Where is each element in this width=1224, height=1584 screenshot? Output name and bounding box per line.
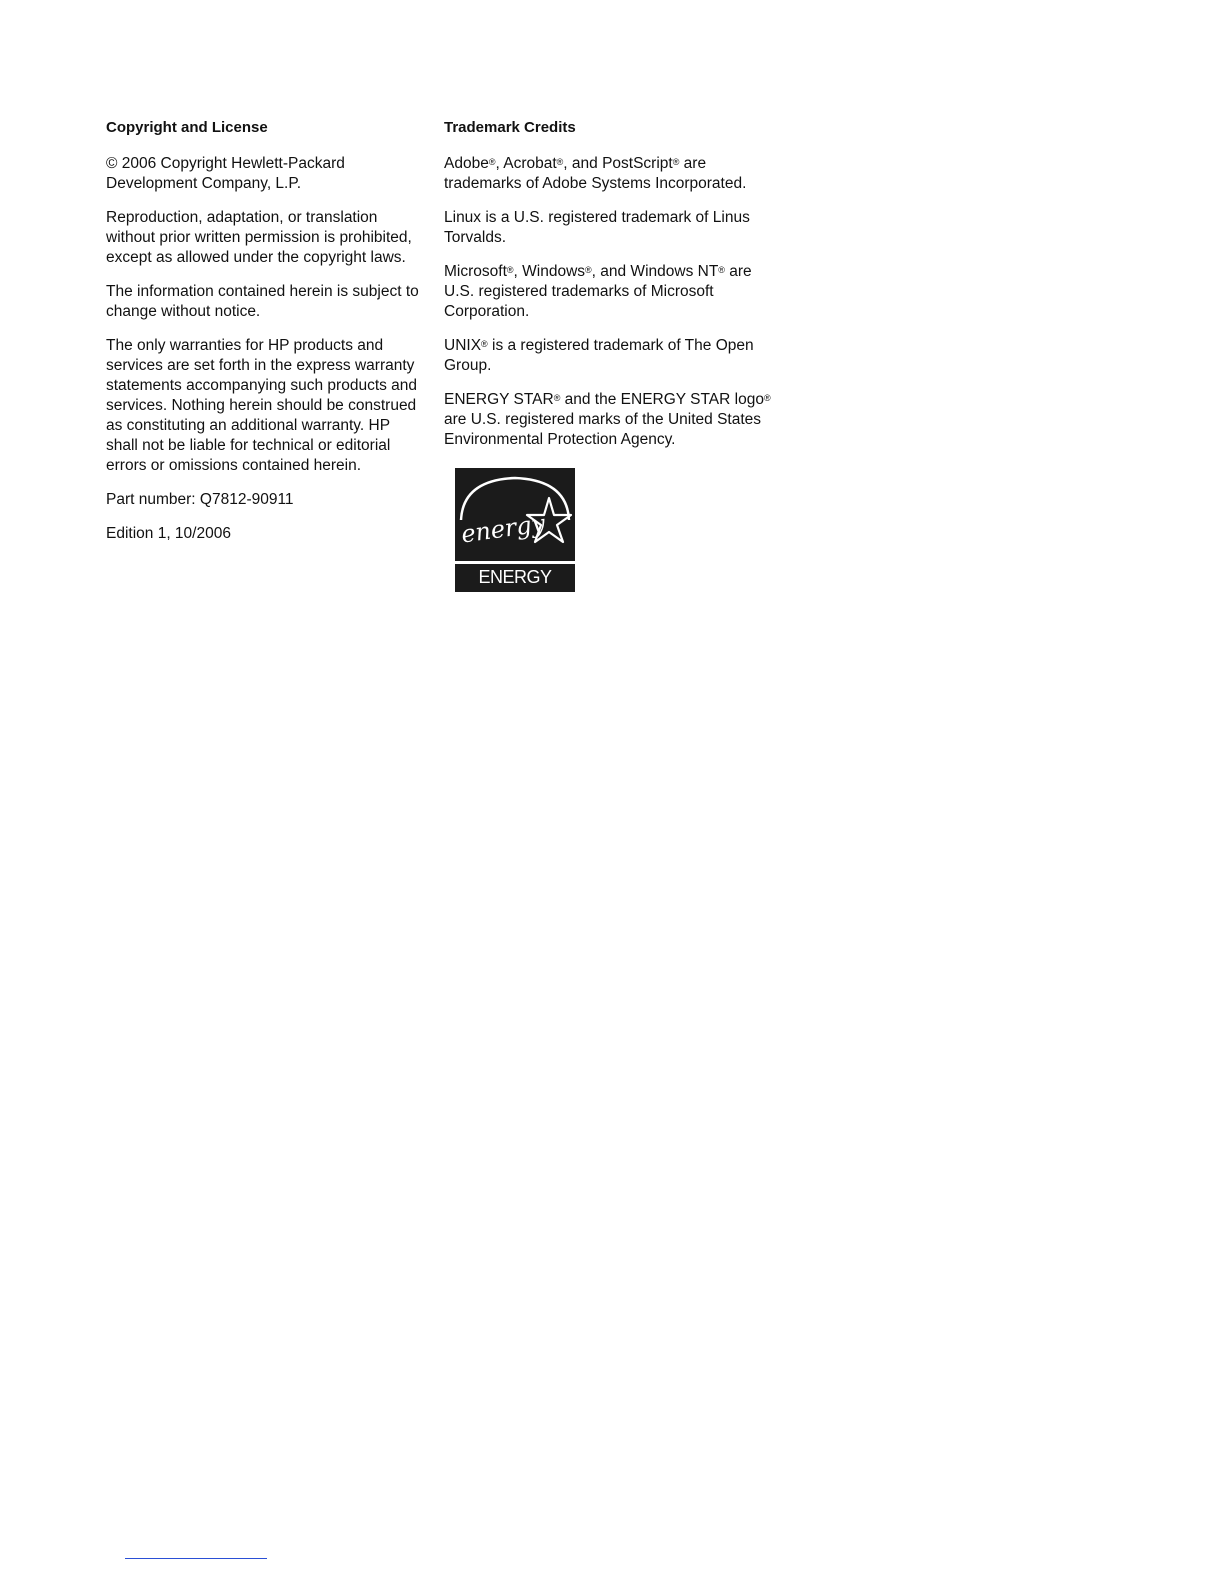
- trademark-column: [444, 118, 774, 613]
- energy-star-trademark: ENERGY STAR® and the ENERGY STAR logo® are U.S. registered marks of the United States Environmental Protection Agency.: [444, 391, 771, 448]
- copyright-notice: © 2006 Copyright Hewlett-Packard Development Company, L.P.: [106, 155, 345, 192]
- energy-star-logo: [455, 468, 575, 613]
- part-number: Part number: Q7812-90911: [106, 491, 294, 508]
- warranty-notice: The only warranties for HP products and services are set forth in the express warranty statements accompanying such products and services. Nothing herein should be construed as constituting an additional warranty. HP shall not be liable for technical or editorial errors or omissions contained herein.: [106, 337, 418, 474]
- change-notice: The information contained herein is subject to change without notice.: [106, 283, 419, 320]
- copyright-heading: Copyright and License: [106, 119, 268, 136]
- adobe-trademark: Adobe®, Acrobat®, and PostScript® are trademarks of Adobe Systems Incorporated.: [444, 155, 747, 192]
- copyright-column: [106, 118, 424, 558]
- linux-trademark: Linux is a U.S. registered trademark of Linus Torvalds.: [444, 209, 750, 246]
- logo-label: ENERGY STAR: [478, 567, 552, 613]
- energy-star-icon: [455, 468, 575, 561]
- reproduction-notice: Reproduction, adaptation, or translation without prior written permission is prohibited, except as allowed under the copyright laws.: [106, 209, 412, 266]
- trademark-heading: Trademark Credits: [444, 119, 576, 136]
- unix-trademark: UNIX® is a registered trademark of The Open Group.: [444, 337, 754, 374]
- svg-text:energy: energy: [459, 509, 547, 549]
- edition: Edition 1, 10/2006: [106, 525, 231, 542]
- microsoft-trademark: Microsoft®, Windows®, and Windows NT® are U.S. registered trademarks of Microsoft Corporation.: [444, 263, 752, 320]
- footer-rule: [125, 1558, 267, 1559]
